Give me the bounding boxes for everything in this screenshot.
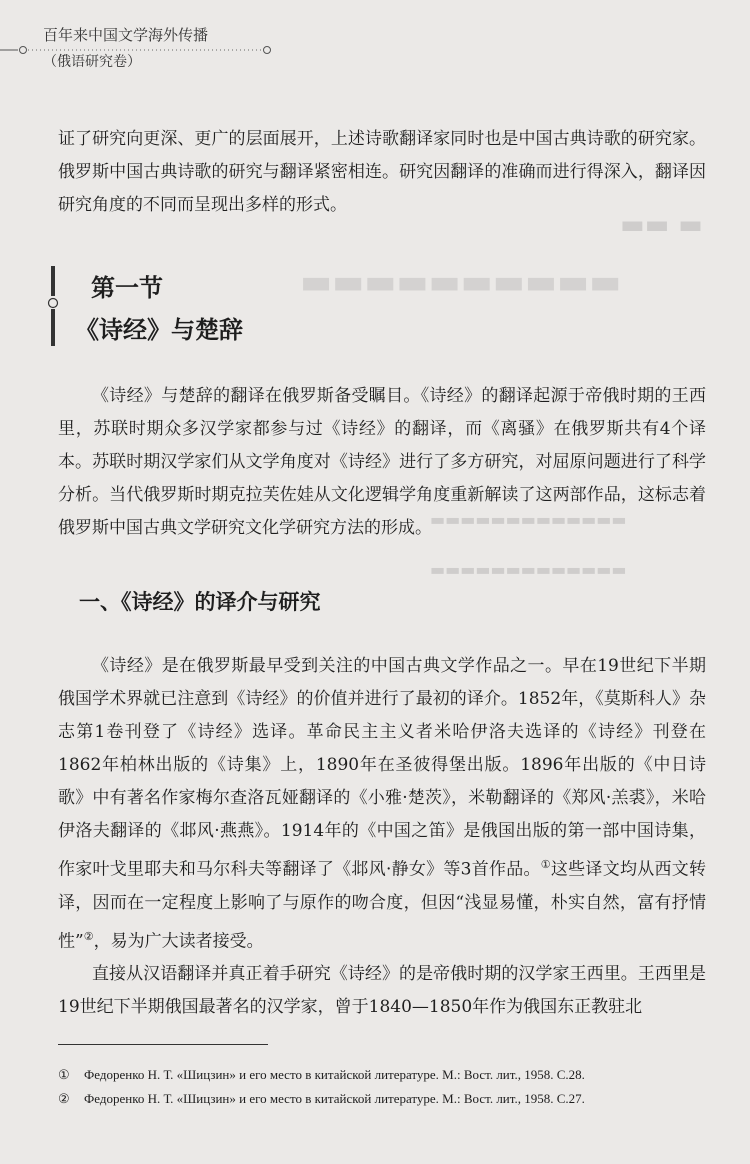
intro-paragraph: 证了研究向更深、更广的层面展开，上述诗歌翻译家同时也是中国古典诗歌的研究家。俄罗斯中国古典诗歌的研究与翻译紧密相连。研究因翻译的准确而进行得深入，翻译因研究角度的不同而呈现出多样的形式。 xyxy=(58,129,706,215)
running-header xyxy=(0,0,750,80)
bleed-through-shadow: ▬▬ ▬ xyxy=(620,210,703,240)
footnote-mark: ② xyxy=(58,1091,70,1106)
bleed-through-shadow: ▬▬▬▬▬▬▬▬▬▬▬▬▬ xyxy=(430,560,627,579)
body-text xyxy=(58,650,706,1024)
footnote-divider xyxy=(58,1044,268,1045)
footnote xyxy=(58,1087,718,1111)
shijing-paragraph: 《诗经》是在俄罗斯最早受到关注的中国古典文学作品之一。早在19世纪下半期俄国学术界就已注意到《诗经》的价值并进行了最初的译介。1852年，《莫斯科人》杂志第1卷刊登了《诗经》选译。革命民主主义者米哈伊洛夫选译的《诗经》刊登在1862年柏林出版的《诗集》上，1890年在圣彼得堡出版。1896年出版的《中日诗歌》中有著名作家梅尔查洛瓦娅翻译的《小雅·楚茨》，米勒翻译的《郑风·羔裘》，米哈伊洛夫翻译的《邶风·燕燕》。1914年的《中国之笛》是俄国出版的第一部中国诗集，作家叶戈里耶夫和马尔科夫等翻译了《邶风·静女》等3首作品。①这些译文均从西文转译，因而在一定程度上影响了与原作的吻合度，但因“浅显易懂，朴实自然，富有抒情性”②，易为广大读者接受。 xyxy=(58,656,706,952)
footnote-mark: ① xyxy=(58,1067,70,1082)
footnote-ref-2[interactable]: ② xyxy=(83,929,94,943)
footnote xyxy=(58,1063,718,1087)
section-paragraph: 《诗经》与楚辞的翻译在俄罗斯备受瞩目。《诗经》的翻译起源于帝俄时期的王西里，苏联时期众多汉学家都参与过《诗经》的翻译，而《离骚》在俄罗斯共有4个译本。苏联时期汉学家们从文学角度对《诗经》进行了多方研究，对屈原问题进行了科学分析。当代俄罗斯时期克拉芙佐娃从文化逻辑学角度重新解读了这两部作品，这标志着俄罗斯中国古典文学研究文化学研究方法的形成。 xyxy=(58,386,706,538)
footnotes xyxy=(58,1063,718,1111)
vasiliev-paragraph: 直接从汉语翻译并真正着手研究《诗经》的是帝俄时期的汉学家王西里。王西里是19世纪下半期俄国最著名的汉学家，曾于1840—1850年作为俄国东正教驻北 xyxy=(58,964,706,1018)
section-number: 第一节 xyxy=(91,273,163,302)
section-marker-icon xyxy=(47,266,59,346)
bleed-through-shadow: ▬▬▬▬▬▬▬▬▬▬ xyxy=(300,262,622,302)
footnote-text: Федоренко Н. Т. «Шицзин» и его место в китайской литературе. М.: Вост. лит., 1958. С.27. xyxy=(84,1091,585,1106)
bleed-through-shadow: ▬▬▬▬▬▬▬▬▬▬▬▬▬ xyxy=(430,510,627,529)
book-title: 百年来中国文学海外传播 xyxy=(43,26,209,44)
volume-subtitle: （俄语研究卷） xyxy=(43,54,141,70)
subsection-title: 一、《诗经》的译介与研究 xyxy=(79,589,321,614)
footnote-text: Федоренко Н. Т. «Шицзин» и его место в китайской литературе. М.: Вост. лит., 1958. С.28. xyxy=(84,1067,585,1082)
section-title: 《诗经》与楚辞 xyxy=(75,315,243,344)
footnote-ref-1[interactable]: ① xyxy=(540,858,551,871)
